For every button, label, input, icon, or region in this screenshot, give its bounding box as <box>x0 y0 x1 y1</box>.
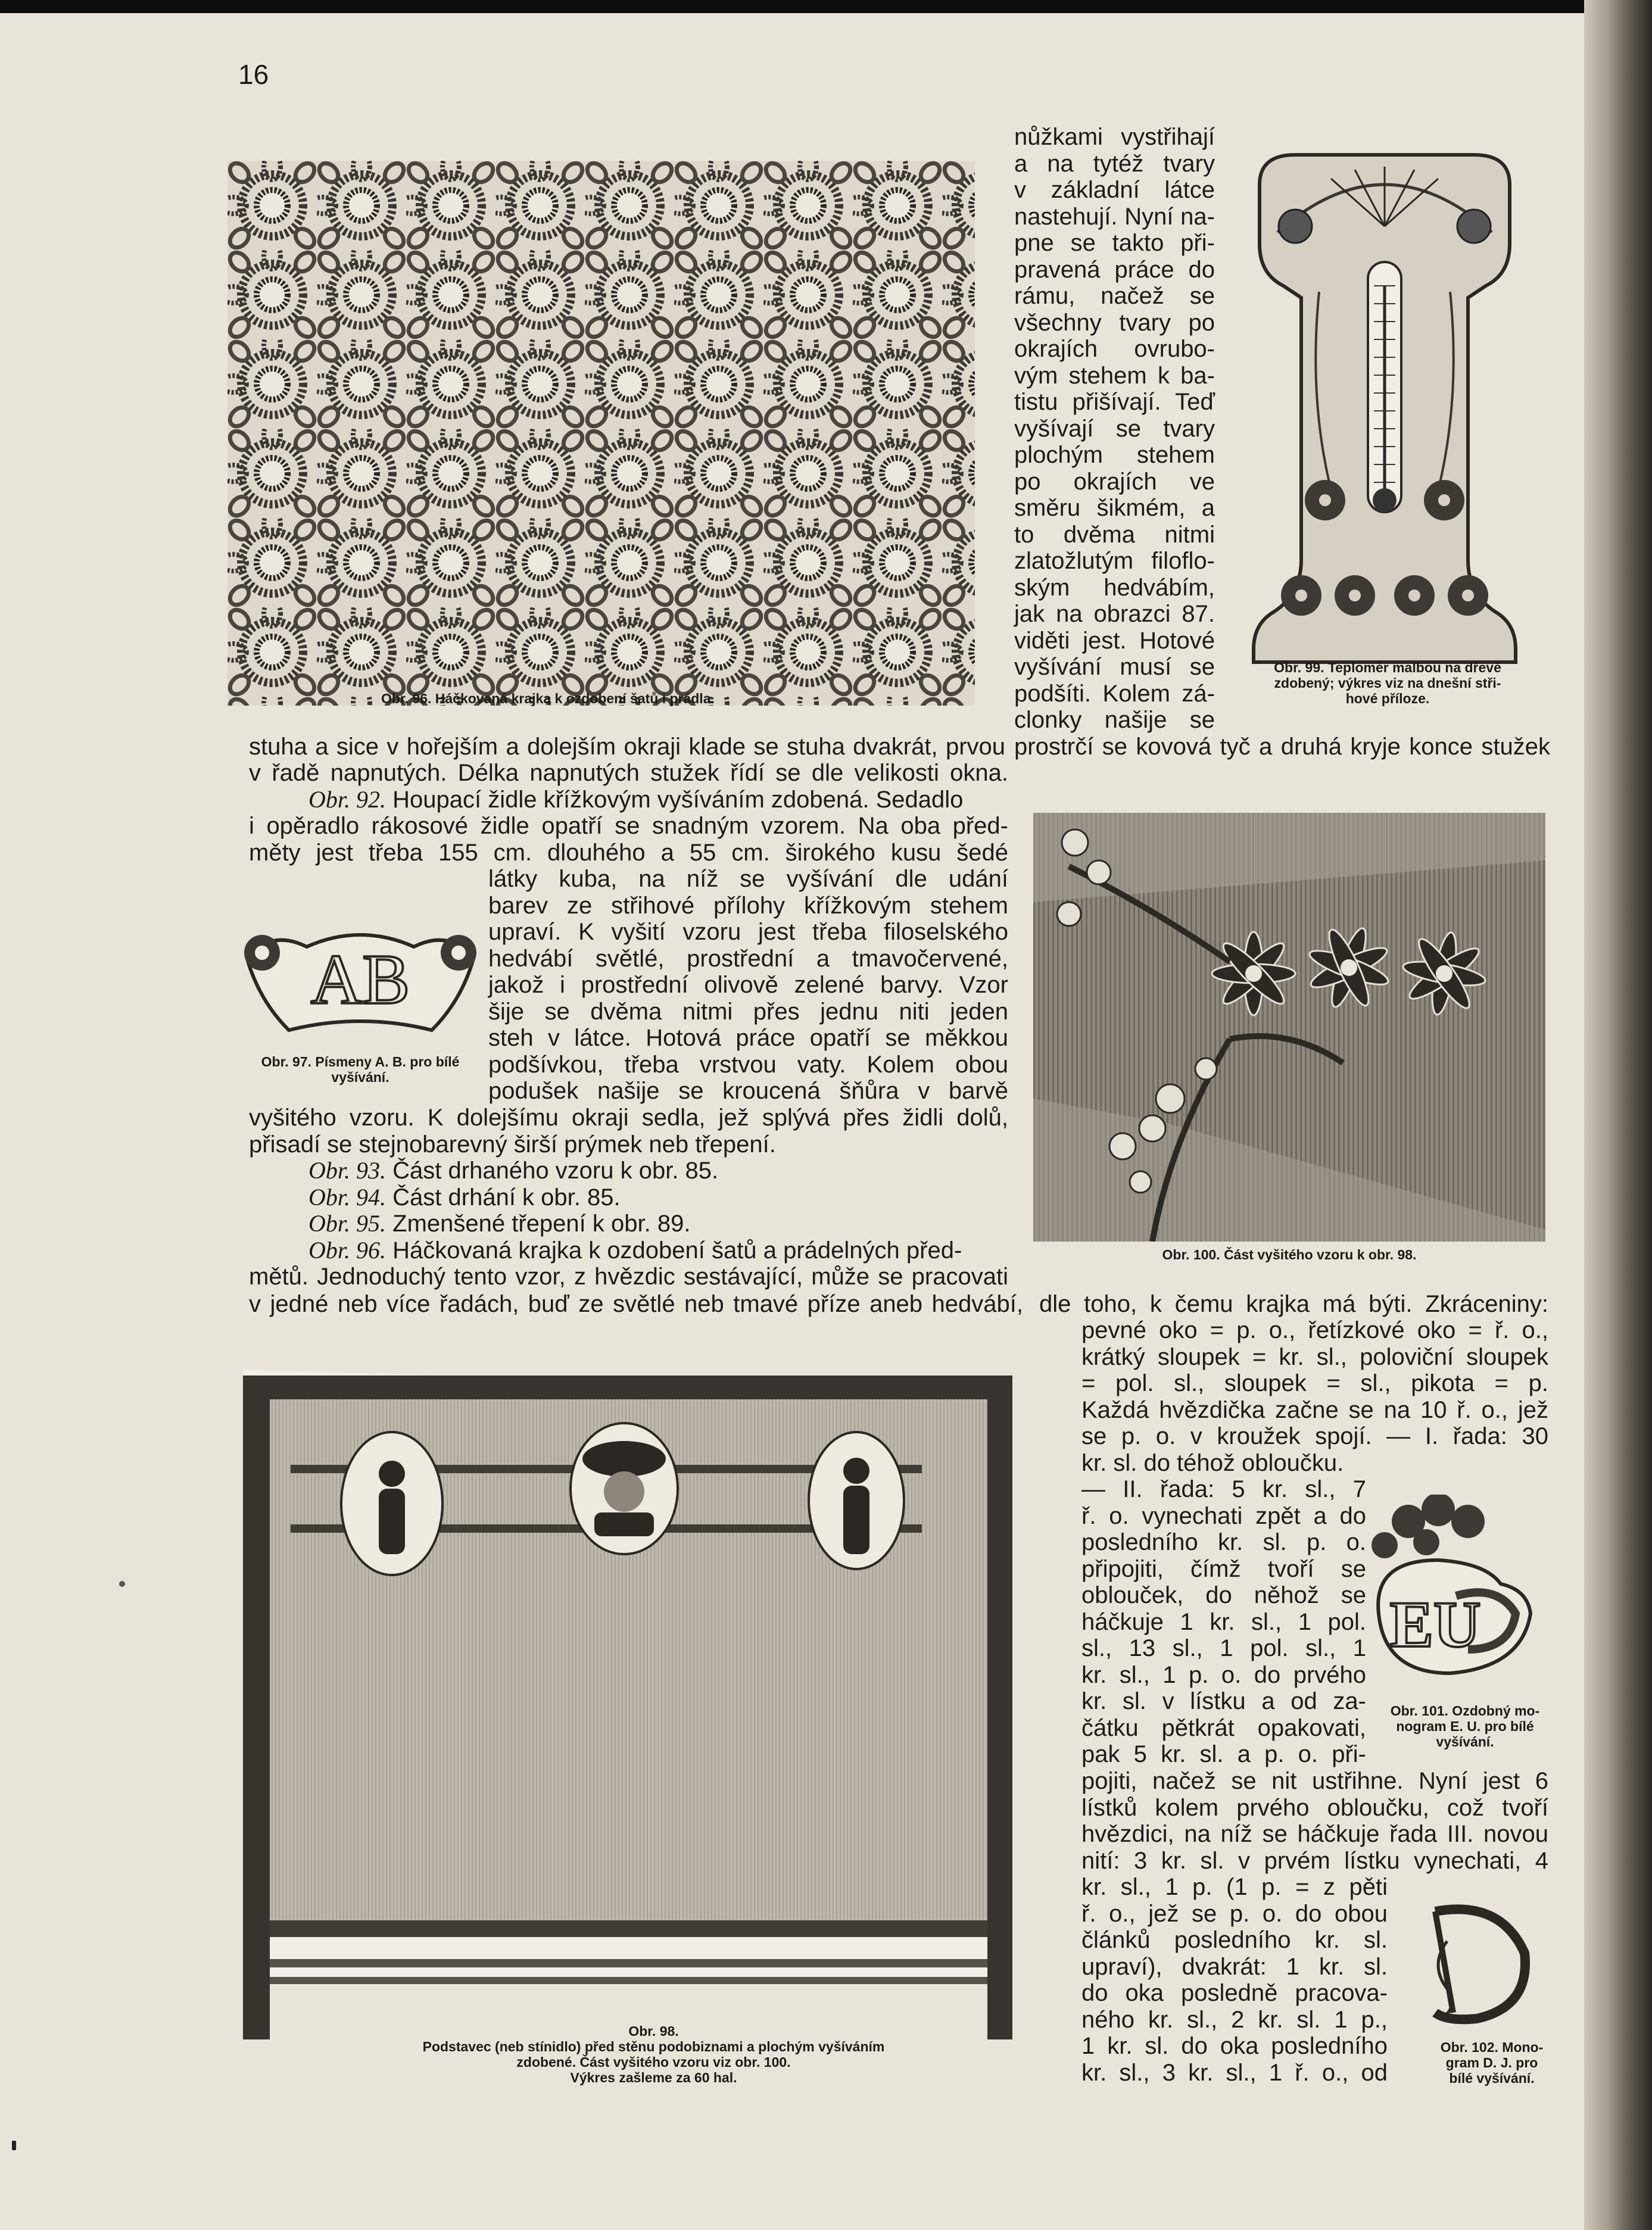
text-line: pne se takto při- <box>1014 230 1215 256</box>
text-line: barev ze střihové přílohy křížkovým stehem <box>488 892 1008 919</box>
figure-97-ab-monogram <box>235 911 485 1054</box>
text-line: kr. sl., 1 p. (1 p. = z pěti <box>1081 1874 1388 1900</box>
figure-96-caption: Obr. 96. Háčkovaná krajka k ozdobení šatů i prádla. <box>381 691 715 706</box>
figure-ref: Obr. 94. <box>308 1183 386 1211</box>
text-line: ř. o. vynechati zpět a do <box>1081 1502 1366 1529</box>
text-wide-left <box>249 1291 1023 1318</box>
text-line: viděti jest. Hotové <box>1014 627 1215 654</box>
text-line: Část drhaného vzoru k obr. 85. <box>392 1158 719 1184</box>
caption-line: Obr. 98. <box>628 2023 679 2039</box>
text-line: posledního kr. sl. p. o. <box>1081 1529 1366 1555</box>
text-right-bottom-narrow-a <box>1081 1476 1366 1768</box>
caption-line: Obr. 99. Teploměr malbou na dřevě <box>1274 660 1501 675</box>
text-right-top-column <box>1014 124 1215 734</box>
text-line: nastehují. Nyní na- <box>1014 203 1215 230</box>
caption-line: bílé vyšívání. <box>1449 2070 1535 2086</box>
text-line: Každá hvězdička začne se na 10 ř. o., jež <box>1081 1396 1548 1423</box>
text-line: zlatožlutým filoflo- <box>1014 548 1215 574</box>
monogram-letters: AB <box>310 940 410 1019</box>
text-line: vým stehem k ba- <box>1014 362 1215 389</box>
text-line: vyšívají se tvary <box>1014 415 1215 442</box>
scan-speck <box>12 2141 16 2150</box>
text-left-narrow-column <box>488 866 1008 1105</box>
text-line: čátku pětkrát opakovati, <box>1081 1714 1366 1741</box>
text-line: i opěradlo rákosové židle opatří se snadným vzorem. Na oba před- <box>249 813 1008 839</box>
text-line: podšívkou, třeba vrstvou vaty. Kolem obou <box>488 1051 1008 1078</box>
text-line: ného kr. sl., 2 kr. sl. 1 p., <box>1081 2006 1388 2033</box>
caption-line: zdobený; výkres viz na dnešní stři- <box>1274 675 1501 691</box>
paragraph-obr-92 <box>249 787 1008 813</box>
text-line: rámu, načež se <box>1014 283 1215 309</box>
scan-speck <box>119 1581 125 1587</box>
text-line: clonky našije se <box>1014 707 1215 733</box>
text-right-bottom-wide-2 <box>1081 1768 1548 1874</box>
figure-ref: Obr. 96. <box>308 1236 386 1264</box>
text-line: prostrčí se kovová tyč a druhá kryje konce stužek <box>1014 734 1550 760</box>
text-line: steh v látce. Hotová práce opatří se měkkou <box>488 1025 1008 1051</box>
text-line: směru šikmém, a <box>1014 495 1215 521</box>
figure-101-caption <box>1376 1703 1554 1749</box>
caption-line: Výkres zašleme za 60 hal. <box>570 2070 737 2085</box>
figure-100-embroidery-detail <box>1033 813 1545 1242</box>
figure-99-caption <box>1239 660 1536 706</box>
text-line: šije se dvěma nitmi přes jednu niti jeden <box>488 998 1008 1025</box>
figure-102-dj-monogram <box>1411 1894 1542 2031</box>
figure-98-screen-stand <box>243 1370 1012 2042</box>
text-line: přisadí se stejnobarevný širší prýmek neb třepení. <box>249 1131 776 1158</box>
text-line: upraví. K vyšití vzoru jest třeba filoselského <box>488 919 1008 945</box>
text-line: v řadě napnutých. Délka napnutých stužek řídí se dle velikosti okna. <box>249 760 1008 786</box>
figure-100-caption: Obr. 100. Část vyšitého vzoru k obr. 98. <box>1162 1247 1417 1262</box>
figure-102-caption <box>1417 2039 1566 2086</box>
caption-line: vyšívání. <box>1436 1734 1494 1749</box>
text-line: pevné oko = p. o., řetízkové oko = ř. o., <box>1081 1317 1548 1343</box>
text-line: lístků kolem prvého obloučku, což tvoří <box>1081 1794 1548 1821</box>
text-line: kr. sl., 1 p. o. do prvého <box>1081 1661 1366 1688</box>
text-wide-right <box>1039 1291 1548 1318</box>
text-line: sl., 13 sl., 1 pol. sl., 1 <box>1081 1635 1366 1661</box>
text-line: a na tytéž tvary <box>1014 150 1215 177</box>
text-line: vyšitého vzoru. K dolejšímu okraji sedla, jež splývá přes židli dolů, <box>249 1105 1008 1131</box>
figure-ref: Obr. 93. <box>308 1157 386 1184</box>
text-line: — II. řada: 5 kr. sl., 7 <box>1081 1476 1366 1502</box>
text-line: kr. sl., 3 kr. sl., 1 ř. o., od <box>1081 2059 1388 2086</box>
text-line: nůžkami vystřihají <box>1014 124 1215 150</box>
figure-96-crochet-lace <box>227 161 975 706</box>
text-line: vyšívání musí se <box>1014 654 1215 680</box>
text-line: do oka posledně pracova- <box>1081 1980 1388 2006</box>
text-line: mětů. Jednoduchý tento vzor, z hvězdic sestávající, může se pracovati <box>249 1264 1008 1290</box>
text-line: v základní látce <box>1014 177 1215 203</box>
text-line: dle toho, k čemu krajka má býti. Zkráceniny: <box>1039 1291 1548 1317</box>
book-spine-shadow <box>1584 0 1652 2230</box>
text-line: oblouček, do něhož se <box>1081 1582 1366 1608</box>
figure-101-eu-monogram <box>1361 1495 1533 1697</box>
text-line: ským hedvábím, <box>1014 574 1215 601</box>
text-line: okrajích ovrubo- <box>1014 336 1215 362</box>
figure-ref: Obr. 95. <box>308 1210 386 1237</box>
caption-line: nogram E. U. pro bílé <box>1396 1718 1534 1734</box>
caption-line: Podstavec (neb stínidlo) před stěnu podobiznami a plochým vyšíváním <box>422 2039 885 2054</box>
figure-ref: Obr. 92. <box>308 785 386 813</box>
text-line: nití: 3 kr. sl. v prvém lístku vynechati, 4 <box>1081 1847 1548 1874</box>
text-line: pravená práce do <box>1014 256 1215 283</box>
text-line: Zmenšené třepení k obr. 89. <box>392 1211 691 1237</box>
text-line: Část drhání k obr. 85. <box>392 1184 621 1211</box>
text-line: plochým stehem <box>1014 442 1215 468</box>
caption-line: gram D. J. pro <box>1445 2055 1538 2070</box>
text-line: kr. sl. v lístku a od za- <box>1081 1688 1366 1714</box>
text-line: měty jest třeba 155 cm. dlouhého a 55 cm. širokého kusu šedé <box>249 839 1008 866</box>
text-line: hvězdici, na níž se háčkuje řada III. novou <box>1081 1821 1548 1847</box>
text-right-bottom-wide <box>1081 1317 1548 1476</box>
text-line: v jedné neb více řadách, buď ze světlé neb tmavé příze aneb hedvábí, <box>249 1291 1023 1317</box>
figure-99-thermometer <box>1236 143 1533 667</box>
caption-line: Obr. 102. Mono- <box>1440 2039 1544 2055</box>
scan-top-edge <box>0 0 1652 13</box>
text-line: podšíti. Kolem zá- <box>1014 680 1215 707</box>
figure-98-caption <box>322 2023 986 2085</box>
text-line: tistu přišívají. Teď <box>1014 389 1215 415</box>
text-line: pojiti, načež se nit ustřihne. Nyní jest 6 <box>1081 1768 1548 1794</box>
caption-line: hové příloze. <box>1345 691 1430 706</box>
text-line: háčkuje 1 kr. sl., 1 pol. <box>1081 1608 1366 1635</box>
monogram-letters: EU <box>1389 1588 1481 1661</box>
text-left-column-a <box>249 760 1008 866</box>
text-line: upraví), dvakrát: 1 kr. sl. <box>1081 1953 1388 1980</box>
text-line: jakož i prostřední olivově zelené barvy. Vzor <box>488 972 1008 998</box>
page-number: 16 <box>238 59 269 90</box>
text-line: Houpací židle křížkovým vyšíváním zdobená. Sedadlo <box>392 786 964 813</box>
figure-97-caption: Obr. 97. Písmeny A. B. pro bílé vyšívání. <box>261 1054 460 1085</box>
text-right-bottom-narrow-b <box>1081 1874 1388 2086</box>
caption-line: zdobené. Část vyšitého vzoru viz obr. 100. <box>516 2054 791 2070</box>
text-line: článků posledního kr. sl. <box>1081 1927 1388 1953</box>
text-line: hedvábí světlé, prostřední a tmavočervené, <box>488 945 1008 972</box>
text-line: pak 5 kr. sl. a p. o. při- <box>1081 1741 1366 1767</box>
paragraph-obr-94 <box>249 1184 1008 1211</box>
paragraph-obr-95 <box>249 1211 1008 1237</box>
text-line: podušek našije se kroucená šňůra v barvě <box>488 1078 1008 1104</box>
text-line: to dvěma nitmi <box>1014 521 1215 548</box>
text-line: připojiti, čímž tvoří se <box>1081 1555 1366 1582</box>
text-line: 1 kr. sl. do oka posledního <box>1081 2033 1388 2059</box>
text-line: látky kuba, na níž se vyšívání dle udání <box>488 866 1008 892</box>
text-line: = pol. sl., sloupek = sl., pikota = p. <box>1081 1370 1548 1396</box>
text-line: jak na obrazci 87. <box>1014 601 1215 627</box>
text-line: všechny tvary po <box>1014 309 1215 336</box>
text-line: ř. o., jež se p. o. do obou <box>1081 1900 1388 1927</box>
text-stuha-left <box>249 734 1005 760</box>
caption-line: Obr. 101. Ozdobný mo- <box>1390 1703 1540 1718</box>
text-line: stuha a sice v hořejším a dolejším okraji klade se stuha dvakrát, prvou <box>249 734 1005 760</box>
text-stuha-right <box>1014 734 1550 760</box>
text-line: Háčkovaná krajka k ozdobení šatů a prádelných před- <box>392 1237 962 1264</box>
text-line: krátký sloupek = kr. sl., poloviční sloupek <box>1081 1343 1548 1370</box>
paragraph-obr-96 <box>249 1237 1008 1264</box>
paragraph-obr-93 <box>249 1158 1008 1184</box>
text-line: po okrajích ve <box>1014 468 1215 495</box>
text-line: kr. sl. do téhož obloučku. <box>1081 1449 1344 1476</box>
text-line: se p. o. v kroužek spojí. — I. řada: 30 <box>1081 1423 1548 1449</box>
text-left-column-b <box>249 1105 1008 1290</box>
